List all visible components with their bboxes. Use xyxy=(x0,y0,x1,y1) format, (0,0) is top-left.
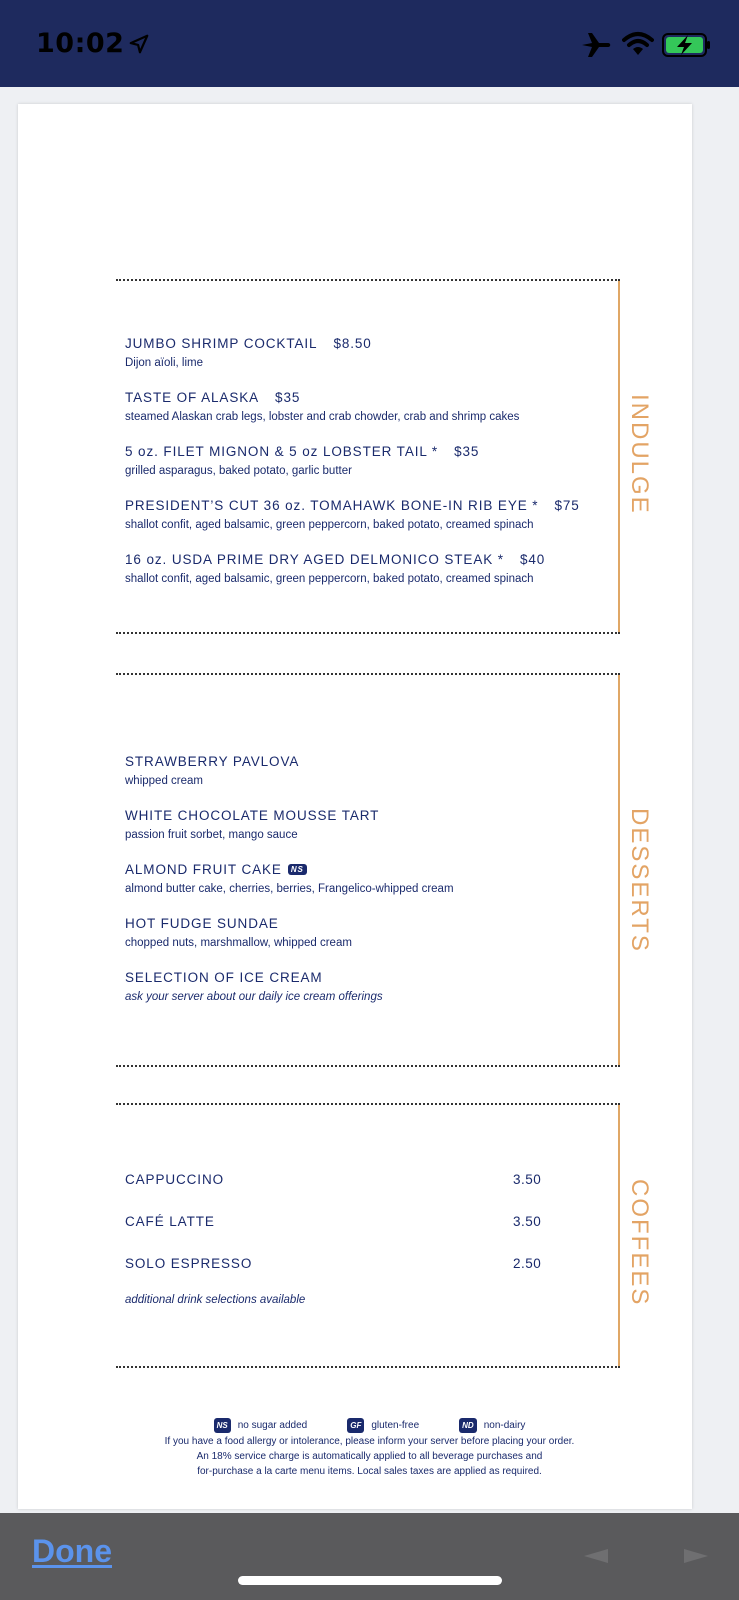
item-description: steamed Alaskan crab legs, lobster and crab chowder, crab and shrimp cakes xyxy=(125,411,520,423)
legend-label: non-dairy xyxy=(483,1420,526,1431)
legend-label: no sugar added xyxy=(237,1420,308,1431)
service-charge-note: An 18% service charge is automatically applied to all beverage purchases and xyxy=(196,1451,543,1462)
section-rule xyxy=(618,1105,620,1366)
menu-item xyxy=(125,862,454,895)
item-price: $35 xyxy=(275,390,301,405)
item-name: TASTE OF ALASKA xyxy=(125,390,260,405)
tax-note: for-purchase a la carte menu items. Local sales taxes are applied as required. xyxy=(197,1466,542,1477)
legend-label: gluten-free xyxy=(371,1420,420,1431)
item-description: shallot confit, aged balsamic, green peppercorn, baked potato, creamed spinach xyxy=(125,519,534,531)
coffee-price: 3.50 xyxy=(513,1172,542,1187)
done-button[interactable]: Done xyxy=(32,1533,112,1569)
status-bar xyxy=(0,0,739,87)
coffee-row xyxy=(125,1172,545,1187)
legend-item xyxy=(347,1418,419,1433)
previous-page-icon[interactable] xyxy=(584,1549,608,1563)
item-name: HOT FUDGE SUNDAE xyxy=(125,916,279,931)
coffees-title: COFFEES xyxy=(626,1179,653,1307)
item-name: STRAWBERRY PAVLOVA xyxy=(125,754,300,769)
non-dairy-badge-icon: ND xyxy=(459,1418,477,1433)
menu-item xyxy=(125,444,479,477)
home-indicator xyxy=(238,1576,502,1585)
indulge-title: INDULGE xyxy=(626,394,653,515)
section-rule xyxy=(618,675,620,1065)
coffee-name: SOLO ESPRESSO xyxy=(125,1256,253,1271)
wifi-icon xyxy=(622,31,654,57)
legend-item xyxy=(459,1418,525,1433)
location-arrow-icon xyxy=(128,33,150,55)
item-description: Dijon aïoli, lime xyxy=(125,357,203,369)
item-price: $75 xyxy=(554,498,580,513)
coffee-row xyxy=(125,1256,545,1271)
status-time: 10:02 xyxy=(36,28,125,59)
dietary-legend xyxy=(0,1418,739,1433)
coffee-name: CAFÉ LATTE xyxy=(125,1214,215,1229)
coffee-note: additional drink selections available xyxy=(125,1294,306,1306)
menu-item xyxy=(125,970,383,1003)
menu-item xyxy=(125,552,545,585)
menu-item xyxy=(125,498,580,531)
indulge-section xyxy=(116,279,620,634)
section-rule xyxy=(618,281,620,632)
item-name: 5 oz. FILET MIGNON & 5 oz LOBSTER TAIL * xyxy=(125,444,439,459)
menu-item xyxy=(125,390,519,423)
gluten-free-badge-icon: GF xyxy=(347,1418,364,1433)
coffee-price: 2.50 xyxy=(513,1256,542,1271)
airplane-icon xyxy=(580,31,612,59)
item-name: 16 oz. USDA PRIME DRY AGED DELMONICO STEAK * xyxy=(125,552,504,567)
item-description: passion fruit sorbet, mango sauce xyxy=(125,829,298,841)
item-description: almond butter cake, cherries, berries, Frangelico-whipped cream xyxy=(125,883,454,895)
bottom-toolbar xyxy=(0,1513,739,1600)
item-description: ask your server about our daily ice cream offerings xyxy=(125,991,383,1003)
coffee-row xyxy=(125,1214,545,1229)
item-price: $8.50 xyxy=(333,336,372,351)
next-page-icon[interactable] xyxy=(684,1549,708,1563)
battery-charging-icon xyxy=(662,33,712,57)
item-name: ALMOND FRUIT CAKE xyxy=(125,862,282,877)
menu-item xyxy=(125,336,372,369)
legend-item xyxy=(214,1418,308,1433)
coffee-name: CAPPUCCINO xyxy=(125,1172,225,1187)
no-sugar-badge: NS xyxy=(288,864,307,875)
item-description: shallot confit, aged balsamic, green peppercorn, baked potato, creamed spinach xyxy=(125,573,534,585)
item-price: $35 xyxy=(454,444,480,459)
no-sugar-badge-icon: NS xyxy=(214,1418,231,1433)
menu-item xyxy=(125,808,379,841)
item-price: $40 xyxy=(519,552,546,567)
desserts-title: DESSERTS xyxy=(626,808,653,953)
item-description: whipped cream xyxy=(125,775,203,787)
item-name: SELECTION OF ICE CREAM xyxy=(125,970,323,985)
item-name: JUMBO SHRIMP COCKTAIL xyxy=(125,336,318,351)
coffees-section xyxy=(116,1103,620,1368)
document-page xyxy=(18,104,692,1509)
desserts-section xyxy=(116,673,620,1067)
allergy-note: If you have a food allergy or intolerance, please inform your server before placing your order. xyxy=(164,1436,575,1447)
menu-item xyxy=(125,754,299,787)
item-description: grilled asparagus, baked potato, garlic butter xyxy=(125,465,352,477)
item-description: chopped nuts, marshmallow, whipped cream xyxy=(125,937,352,949)
coffee-price: 3.50 xyxy=(513,1214,542,1229)
item-name: WHITE CHOCOLATE MOUSSE TART xyxy=(125,808,380,823)
menu-item xyxy=(125,916,352,949)
item-name: PRESIDENT’S CUT 36 oz. TOMAHAWK BONE-IN RIB EYE * xyxy=(125,498,539,513)
menu-footer xyxy=(0,1418,739,1479)
